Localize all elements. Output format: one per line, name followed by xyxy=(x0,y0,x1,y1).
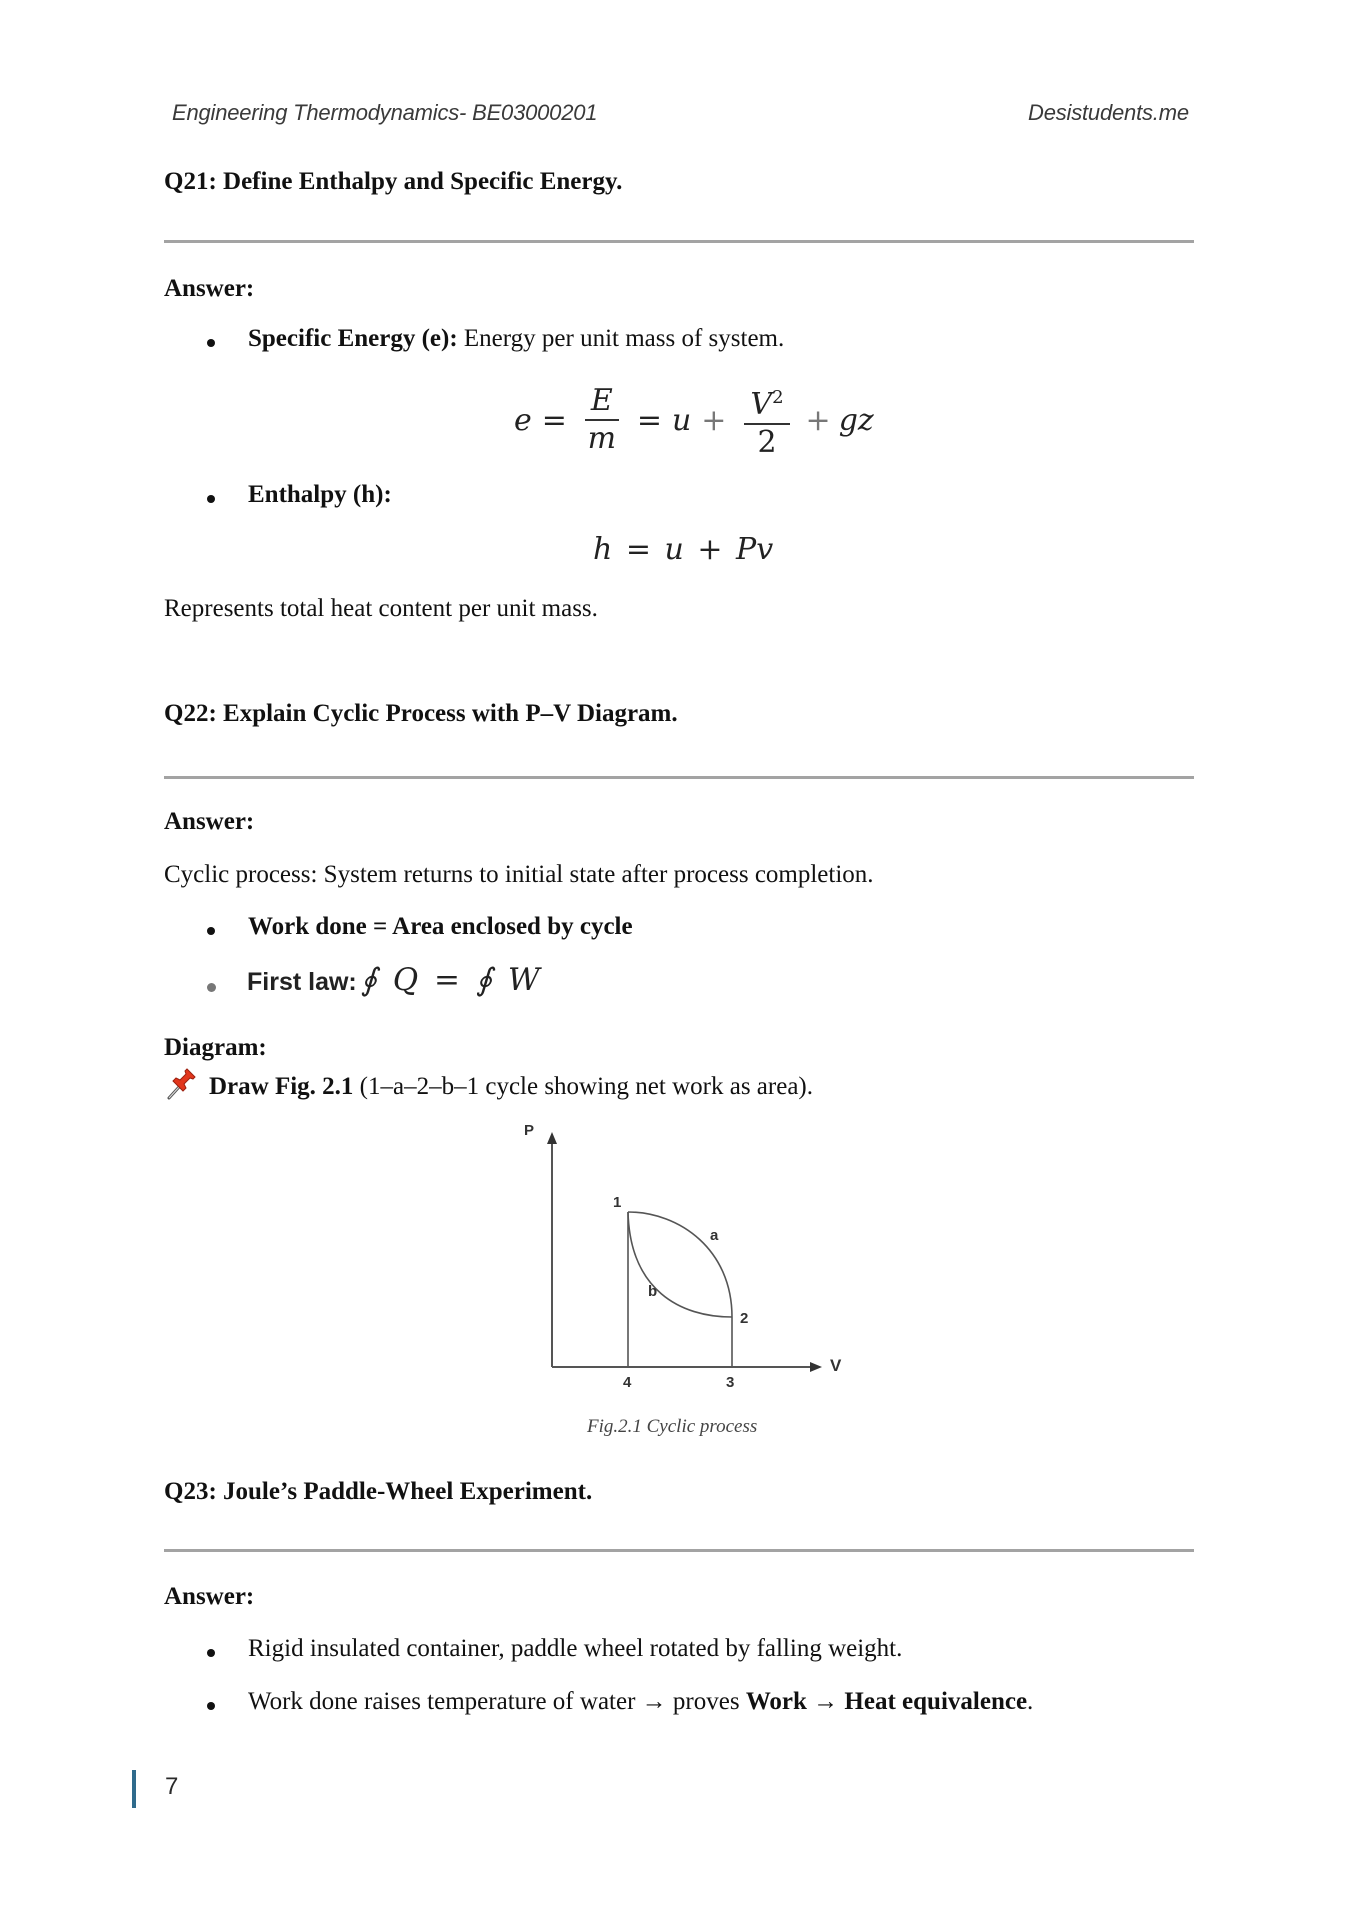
pv-diagram-figure xyxy=(500,1120,880,1460)
figure-reference: Draw Fig. 2.1 xyxy=(209,1073,354,1100)
draw-figure-instruction xyxy=(209,1072,813,1102)
running-header-course: Engineering Thermodynamics- BE03000201 xyxy=(172,100,598,125)
first-law-label: First law: xyxy=(247,968,357,996)
math-operator: = xyxy=(636,402,662,438)
fraction-E-over-m xyxy=(585,385,619,455)
math-operator: + xyxy=(805,402,831,438)
bullet-icon xyxy=(207,1649,215,1657)
question-22-title: Q22: Explain Cyclic Process with P–V Diagram. xyxy=(164,700,678,727)
list-item-specific-energy xyxy=(248,324,784,354)
bullet-icon xyxy=(207,983,216,992)
answer-label: Answer: xyxy=(164,275,255,302)
bullet-icon xyxy=(207,339,215,347)
denominator: m xyxy=(587,421,617,456)
point-2-label: 2 xyxy=(740,1310,749,1327)
numerator: E xyxy=(585,385,619,421)
section-divider xyxy=(164,240,1194,243)
section-divider xyxy=(164,776,1194,779)
point-4-label: 4 xyxy=(623,1374,632,1391)
text-segment: Work done raises temperature of water → proves xyxy=(248,1688,746,1715)
math-symbol: gz xyxy=(838,402,874,438)
question-21-title: Q21: Define Enthalpy and Specific Energy. xyxy=(164,168,623,195)
point-3-label: 3 xyxy=(726,1374,735,1391)
answer-label: Answer: xyxy=(164,1583,255,1610)
list-item-work-heat xyxy=(248,1687,1033,1717)
pv-cycle-diagram xyxy=(500,1120,880,1460)
list-item-paddle-wheel: Rigid insulated container, paddle wheel rotated by falling weight. xyxy=(248,1635,903,1662)
path-b-label: b xyxy=(648,1283,658,1300)
figure-description: (1–a–2–b–1 cycle showing net work as area). xyxy=(353,1073,813,1100)
enthalpy-note: Represents total heat content per unit mass. xyxy=(164,595,598,622)
x-axis-label: V xyxy=(830,1356,842,1375)
math-operator: + xyxy=(701,402,727,438)
page-number: 7 xyxy=(165,1773,179,1800)
pushpin-icon xyxy=(165,1067,199,1101)
fraction-V2-over-2 xyxy=(744,382,789,459)
bullet-icon xyxy=(207,927,215,935)
point-1-label: 1 xyxy=(613,1194,622,1211)
running-header-site: Desistudents.me xyxy=(1028,100,1189,125)
page-number-accent-bar xyxy=(132,1770,136,1808)
definition: Energy per unit mass of system. xyxy=(457,325,785,352)
y-axis-label: P xyxy=(524,1122,535,1139)
numerator xyxy=(744,382,789,425)
superscript: 2 xyxy=(772,386,784,408)
list-item-enthalpy: Enthalpy (h): xyxy=(248,481,392,508)
bullet-icon xyxy=(207,495,215,503)
figure-caption: Fig.2.1 Cyclic process xyxy=(587,1416,758,1437)
denominator: 2 xyxy=(757,424,777,460)
math-symbol: V xyxy=(750,386,773,422)
formula-specific-energy xyxy=(514,382,874,458)
math-operator: = xyxy=(541,402,567,438)
text-segment: . xyxy=(1027,1688,1034,1715)
emphasis: Work → Heat equivalence xyxy=(745,1688,1028,1715)
section-divider xyxy=(164,1549,1194,1552)
first-law-equation: ∮ Q = ∮ W xyxy=(360,962,540,998)
answer-label: Answer: xyxy=(164,808,255,835)
list-item-first-law xyxy=(247,962,540,998)
formula-enthalpy: h = u + Pv xyxy=(593,532,774,567)
diagram-label: Diagram: xyxy=(164,1034,267,1061)
math-symbol: e xyxy=(514,402,532,438)
cyclic-process-definition: Cyclic process: System returns to initial state after process completion. xyxy=(164,861,874,888)
bullet-icon xyxy=(207,1702,215,1710)
term: Specific Energy (e): xyxy=(248,325,458,352)
path-a-label: a xyxy=(710,1227,719,1244)
list-item-work-done: Work done = Area enclosed by cycle xyxy=(248,913,633,940)
math-symbol: u xyxy=(671,402,692,438)
question-23-title: Q23: Joule’s Paddle-Wheel Experiment. xyxy=(164,1478,593,1505)
